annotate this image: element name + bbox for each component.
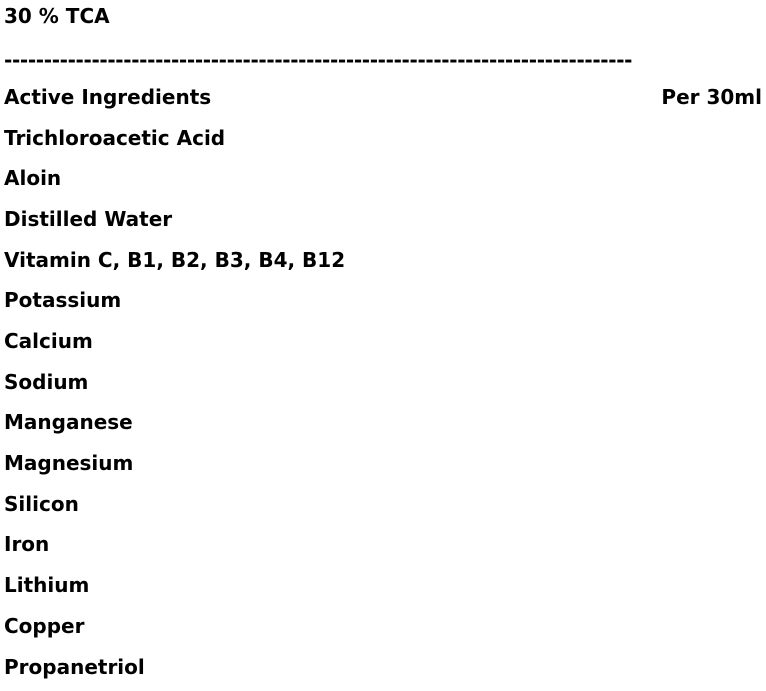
dashed-divider: ------------------------------------------------------------------------------- bbox=[4, 48, 633, 72]
list-item: Lithium bbox=[4, 573, 90, 598]
list-item: Trichloroacetic Acid bbox=[4, 125, 226, 150]
list-item: Magnesium bbox=[4, 451, 134, 476]
list-item: Propanetriol bbox=[4, 654, 145, 679]
ingredient-list bbox=[4, 118, 762, 688]
list-item: Potassium bbox=[4, 288, 122, 313]
list-item: Copper bbox=[4, 613, 85, 638]
list-item: Iron bbox=[4, 532, 50, 557]
list-item: Manganese bbox=[4, 410, 133, 435]
table-header bbox=[4, 77, 762, 118]
list-item: Silicon bbox=[4, 491, 79, 516]
list-item: Aloin bbox=[4, 166, 62, 191]
list-item: Calcium bbox=[4, 329, 93, 354]
list-item: Distilled Water bbox=[4, 206, 173, 231]
ingredient-document bbox=[4, 0, 762, 687]
header-active-ingredients: Active Ingredients bbox=[4, 85, 212, 109]
list-item: Sodium bbox=[4, 369, 89, 394]
list-item: Vitamin C, B1, B2, B3, B4, B12 bbox=[4, 247, 346, 272]
header-per-volume: Per 30ml bbox=[661, 85, 762, 109]
product-title: 30 % TCA bbox=[4, 4, 110, 28]
